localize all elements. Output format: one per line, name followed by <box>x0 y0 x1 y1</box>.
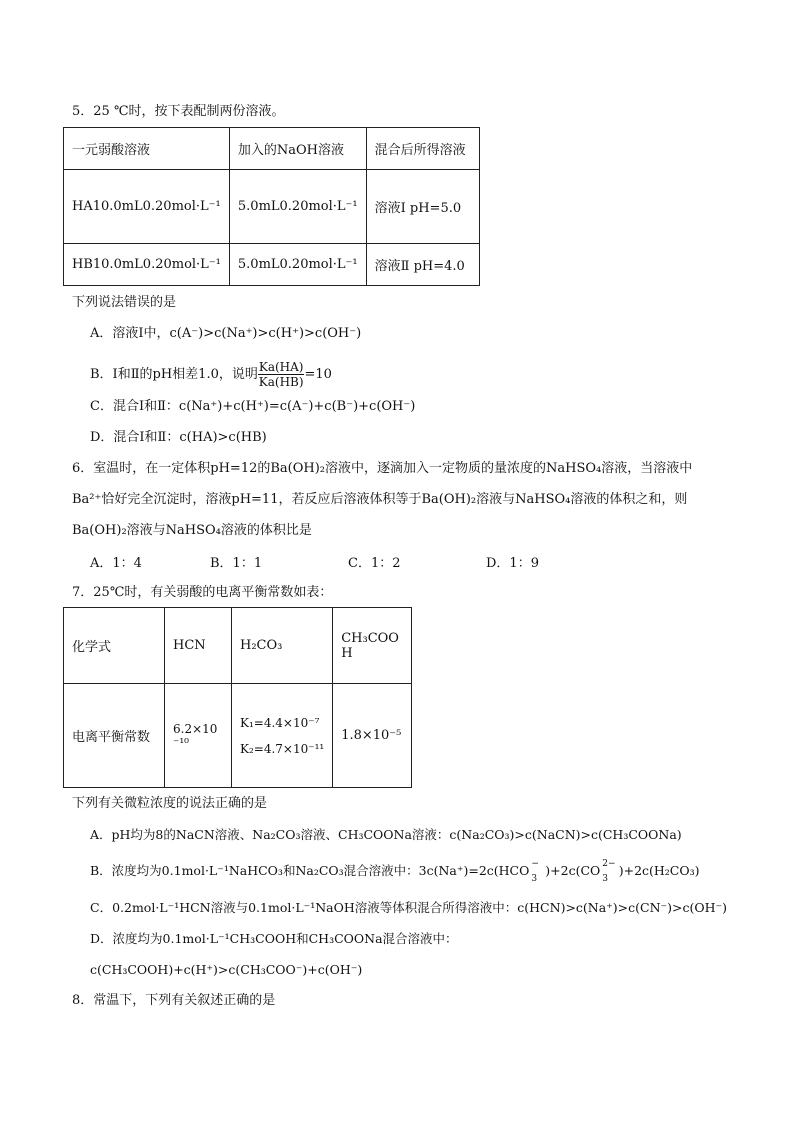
q5-option-b-prefix: B．Ⅰ和Ⅱ的pH相差1.0，说明 <box>90 367 258 382</box>
q7-option-b <box>90 859 700 884</box>
q6-option-c: C．1：2 <box>348 556 401 571</box>
table-cell: 一元弱酸溶液 <box>64 128 230 170</box>
table-cell: 加入的NaOH溶液 <box>229 128 366 170</box>
q6-option-b: B．1：1 <box>210 556 263 571</box>
table-cell: 5.0mL0.20mol·L⁻¹ <box>229 244 366 286</box>
q6-line3: Ba(OH)₂溶液与NaHSO₄溶液的体积比是 <box>72 523 312 538</box>
q5-ask: 下列说法错误的是 <box>72 295 177 310</box>
table-row <box>64 128 480 170</box>
table-cell: HA10.0mL0.20mol·L⁻¹ <box>64 170 230 244</box>
table-cell: 电离平衡常数 <box>64 684 165 788</box>
q7-stem: 7．25℃时，有关弱酸的电离平衡常数如表： <box>72 585 333 600</box>
k2-value: K₂=4.7×10⁻¹¹ <box>240 741 325 756</box>
table-cell: 混合后所得溶液 <box>366 128 479 170</box>
table-row <box>64 608 412 684</box>
ka-ratio-fraction <box>258 360 305 389</box>
q6-options <box>90 552 610 570</box>
q7-option-a: A．pH均为8的NaCN溶液、Na₂CO₃溶液、CH₃COONa溶液：c(Na₂CO₃)>c(NaCN)>c(CH₃COONa) <box>90 827 682 842</box>
q8-stem: 8．常温下，下列有关叙述正确的是 <box>72 993 276 1008</box>
table-cell: 6.2×10⁻¹⁰ <box>165 684 232 788</box>
hco3-ion-charge: − 3 <box>531 859 539 884</box>
k1-value: K₁=4.4×10⁻⁷ <box>240 715 320 730</box>
q7-option-d-line2: c(CH₃COOH)+c(H⁺)>c(CH₃COO⁻)+c(OH⁻) <box>90 962 363 977</box>
table-row <box>64 170 480 244</box>
q6-option-a: A．1：4 <box>90 556 142 571</box>
q5-stem: 5．25 ℃时，按下表配制两份溶液。 <box>72 104 285 119</box>
fraction-numerator: Ka(HA) <box>258 360 304 374</box>
q5-table <box>63 127 480 286</box>
q7-option-d-line1: D．浓度均为0.1mol·L⁻¹CH₃COOH和CH₃COONa混合溶液中： <box>90 931 458 946</box>
table-row <box>64 244 480 286</box>
table-cell: 化学式 <box>64 608 165 684</box>
q6-line1: 6．室温时，在一定体积pH=12的Ba(OH)₂溶液中，逐滴加入一定物质的量浓度的NaHSO₄溶液，当溶液中 <box>72 461 693 476</box>
q7-table <box>63 607 412 788</box>
q7-option-c: C．0.2mol·L⁻¹HCN溶液与0.1mol·L⁻¹NaOH溶液等体积混合所得溶液中：c(HCN)>c(Na⁺)>c(CN⁻)>c(OH⁻) <box>90 900 727 915</box>
table-cell: CH₃COOH <box>333 608 412 684</box>
table-cell: 溶液Ⅰ pH=5.0 <box>366 170 479 244</box>
table-cell: H₂CO₃ <box>232 608 333 684</box>
table-cell: HCN <box>165 608 232 684</box>
table-cell <box>232 684 333 788</box>
q5-option-c: C．混合Ⅰ和Ⅱ：c(Na⁺)+c(H⁺)=c(A⁻)+c(B⁻)+c(OH⁻) <box>90 399 416 414</box>
q7-ask: 下列有关微粒浓度的说法正确的是 <box>72 796 268 811</box>
q5-option-a: A．溶液Ⅰ中，c(A⁻)>c(Na⁺)>c(H⁺)>c(OH⁻) <box>90 326 362 341</box>
fraction-denominator: Ka(HB) <box>258 375 304 389</box>
co3-ion-charge: 2− 3 <box>602 859 616 884</box>
table-cell: 溶液Ⅱ pH=4.0 <box>366 244 479 286</box>
q5-option-b-suffix: =10 <box>304 367 332 382</box>
q6-option-d: D．1：9 <box>486 556 539 571</box>
q7-option-b-suffix: )+2c(H₂CO₃) <box>618 863 700 878</box>
q7-option-b-prefix: B．浓度均为0.1mol·L⁻¹NaHCO₃和Na₂CO₃混合溶液中：3c(Na⁺)=2c(HCO <box>90 863 530 878</box>
table-cell: HB10.0mL0.20mol·L⁻¹ <box>64 244 230 286</box>
table-cell: 5.0mL0.20mol·L⁻¹ <box>229 170 366 244</box>
table-row <box>64 684 412 788</box>
q7-option-b-mid: )+2c(CO <box>545 863 601 878</box>
q6-line2: Ba²⁺恰好完全沉淀时，溶液pH=11，若反应后溶液体积等于Ba(OH)₂溶液与NaHSO₄溶液的体积之和，则 <box>72 492 688 507</box>
q5-option-b <box>90 360 332 389</box>
table-cell: 1.8×10⁻⁵ <box>333 684 412 788</box>
q5-option-d: D．混合Ⅰ和Ⅱ：c(HA)>c(HB) <box>90 430 267 445</box>
